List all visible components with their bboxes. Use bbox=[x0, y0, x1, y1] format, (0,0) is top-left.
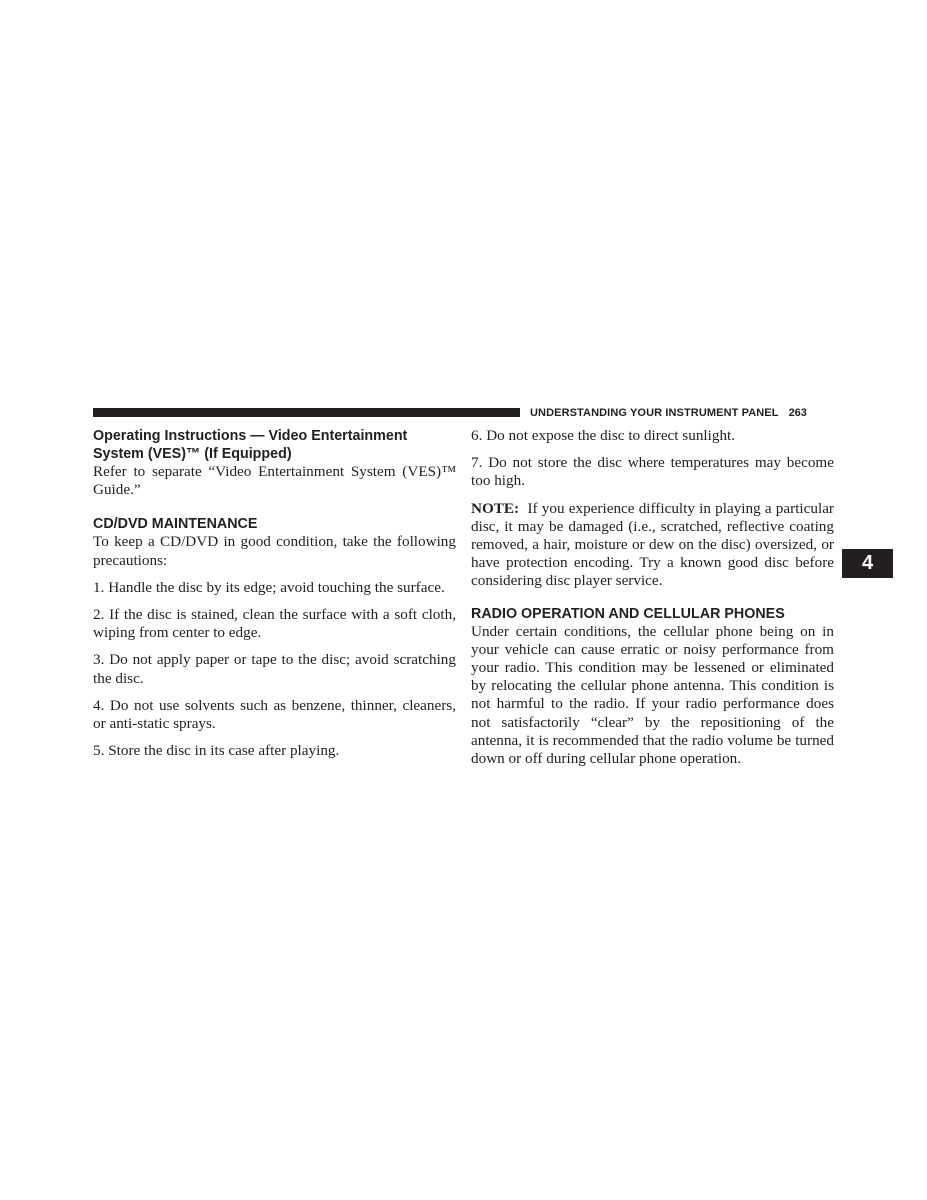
note-label: NOTE: bbox=[471, 499, 520, 517]
list-item: 2. If the disc is stained, clean the surface with a soft cloth, wiping from center to edge. bbox=[93, 606, 456, 642]
list-item: 6. Do not expose the disc to direct sunlight. bbox=[471, 427, 736, 444]
list-item: 7. Do not store the disc where temperatures may become too high. bbox=[471, 454, 834, 490]
running-header bbox=[530, 405, 834, 421]
header-rule bbox=[93, 408, 520, 417]
list-item: 5. Store the disc in its case after playing. bbox=[93, 742, 340, 760]
ves-text: Refer to separate “Video Entertainment System (VES)™ Guide.” bbox=[93, 463, 456, 499]
list-item: 1. Handle the disc by its edge; avoid touching the surface. bbox=[93, 578, 445, 596]
radio-text: Under certain conditions, the cellular phone being on in your vehicle can cause erratic or noisy performance from your radio. This condition may be lessened or eliminated by relocating the cellular phone antenna. This condition is not harmful to the radio. If your radio performance does not satisfactorily “clear” by the repositioning of the antenna, it is recommended that the radio volume be turned down or off during cellular phone operation. bbox=[471, 622, 834, 768]
left-column bbox=[93, 427, 456, 760]
page-number: 263 bbox=[788, 407, 807, 419]
maintenance-intro: To keep a CD/DVD in good condition, take the following precautions: bbox=[93, 533, 456, 569]
note-text: If you experience difficulty in playing a particular disc, it may be damaged (i.e., scratched, reflective coating removed, a hair, moisture or dew on the disc) oversized, or have protection encoding. Try a known good disc before considering disc player service. bbox=[471, 499, 834, 590]
right-column bbox=[471, 427, 834, 768]
running-header-title: UNDERSTANDING YOUR INSTRUMENT PANEL bbox=[530, 407, 779, 419]
ves-heading: Operating Instructions — Video Entertainment System (VES)™ (If Equipped) bbox=[93, 428, 408, 462]
note-paragraph bbox=[471, 500, 834, 591]
list-item: 3. Do not apply paper or tape to the disc; avoid scratching the disc. bbox=[93, 651, 456, 687]
maintenance-heading: CD/DVD MAINTENANCE bbox=[93, 516, 258, 533]
list-item: 4. Do not use solvents such as benzene, thinner, cleaners, or anti-static sprays. bbox=[93, 696, 456, 733]
chapter-tab: 4 bbox=[842, 549, 893, 578]
radio-heading: RADIO OPERATION AND CELLULAR PHONES bbox=[471, 605, 785, 622]
